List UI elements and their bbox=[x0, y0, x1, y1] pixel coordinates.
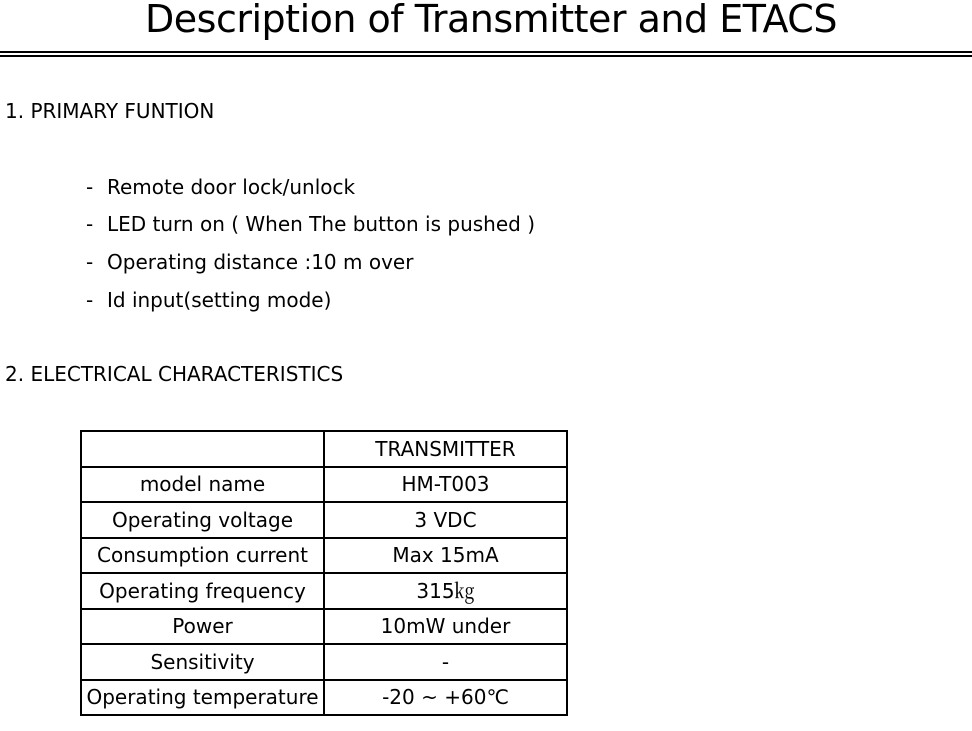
table-cell-value: - bbox=[324, 644, 567, 680]
table-cell-parameter: Operating temperature bbox=[81, 680, 324, 716]
table-row bbox=[81, 573, 567, 609]
table-row bbox=[81, 538, 567, 574]
title-divider-bottom bbox=[0, 55, 972, 57]
table-header-cell bbox=[81, 431, 324, 467]
table-cell-parameter: Sensitivity bbox=[81, 644, 324, 680]
table-cell-parameter: Operating voltage bbox=[81, 502, 324, 538]
bullet-item: - Operating distance :10 m over bbox=[86, 250, 414, 274]
table-row bbox=[81, 467, 567, 503]
table-cell-parameter: Power bbox=[81, 609, 324, 645]
table-cell-parameter: model name bbox=[81, 467, 324, 503]
document-title: Description of Transmitter and ETACS bbox=[145, 0, 837, 41]
table-header-row bbox=[81, 431, 567, 467]
table-cell-value: Max 15mA bbox=[324, 538, 567, 574]
bullet-item: - Remote door lock/unlock bbox=[86, 175, 356, 199]
electrical-characteristics-table bbox=[80, 430, 568, 716]
table-row bbox=[81, 609, 567, 645]
bullet-text: Id input(setting mode) bbox=[107, 288, 332, 312]
section-heading-primary-function: 1. PRIMARY FUNTION bbox=[5, 99, 215, 123]
bullet-text: Remote door lock/unlock bbox=[107, 175, 356, 199]
table-cell-value: -20 ~ +60℃ bbox=[324, 680, 567, 716]
table-cell-parameter: Operating frequency bbox=[81, 573, 324, 609]
table-cell-value: HM-T003 bbox=[324, 467, 567, 503]
bullet-item: - LED turn on ( When The button is pushed ) bbox=[86, 212, 536, 236]
bullet-item: - Id input(setting mode) bbox=[86, 288, 332, 312]
title-divider-top bbox=[0, 51, 972, 53]
table-header-cell: TRANSMITTER bbox=[324, 431, 567, 467]
table-row bbox=[81, 644, 567, 680]
table-row bbox=[81, 502, 567, 538]
bullet-text: LED turn on ( When The button is pushed ) bbox=[107, 212, 536, 236]
table-row bbox=[81, 680, 567, 716]
table-cell-parameter: Consumption current bbox=[81, 538, 324, 574]
bullet-text: Operating distance :10 m over bbox=[107, 250, 414, 274]
table-cell-value: 10mW under bbox=[324, 609, 567, 645]
table-cell-value: 3 VDC bbox=[324, 502, 567, 538]
section-heading-electrical-characteristics: 2. ELECTRICAL CHARACTERISTICS bbox=[5, 362, 344, 386]
table-cell-value: 315㎏ bbox=[324, 573, 567, 609]
